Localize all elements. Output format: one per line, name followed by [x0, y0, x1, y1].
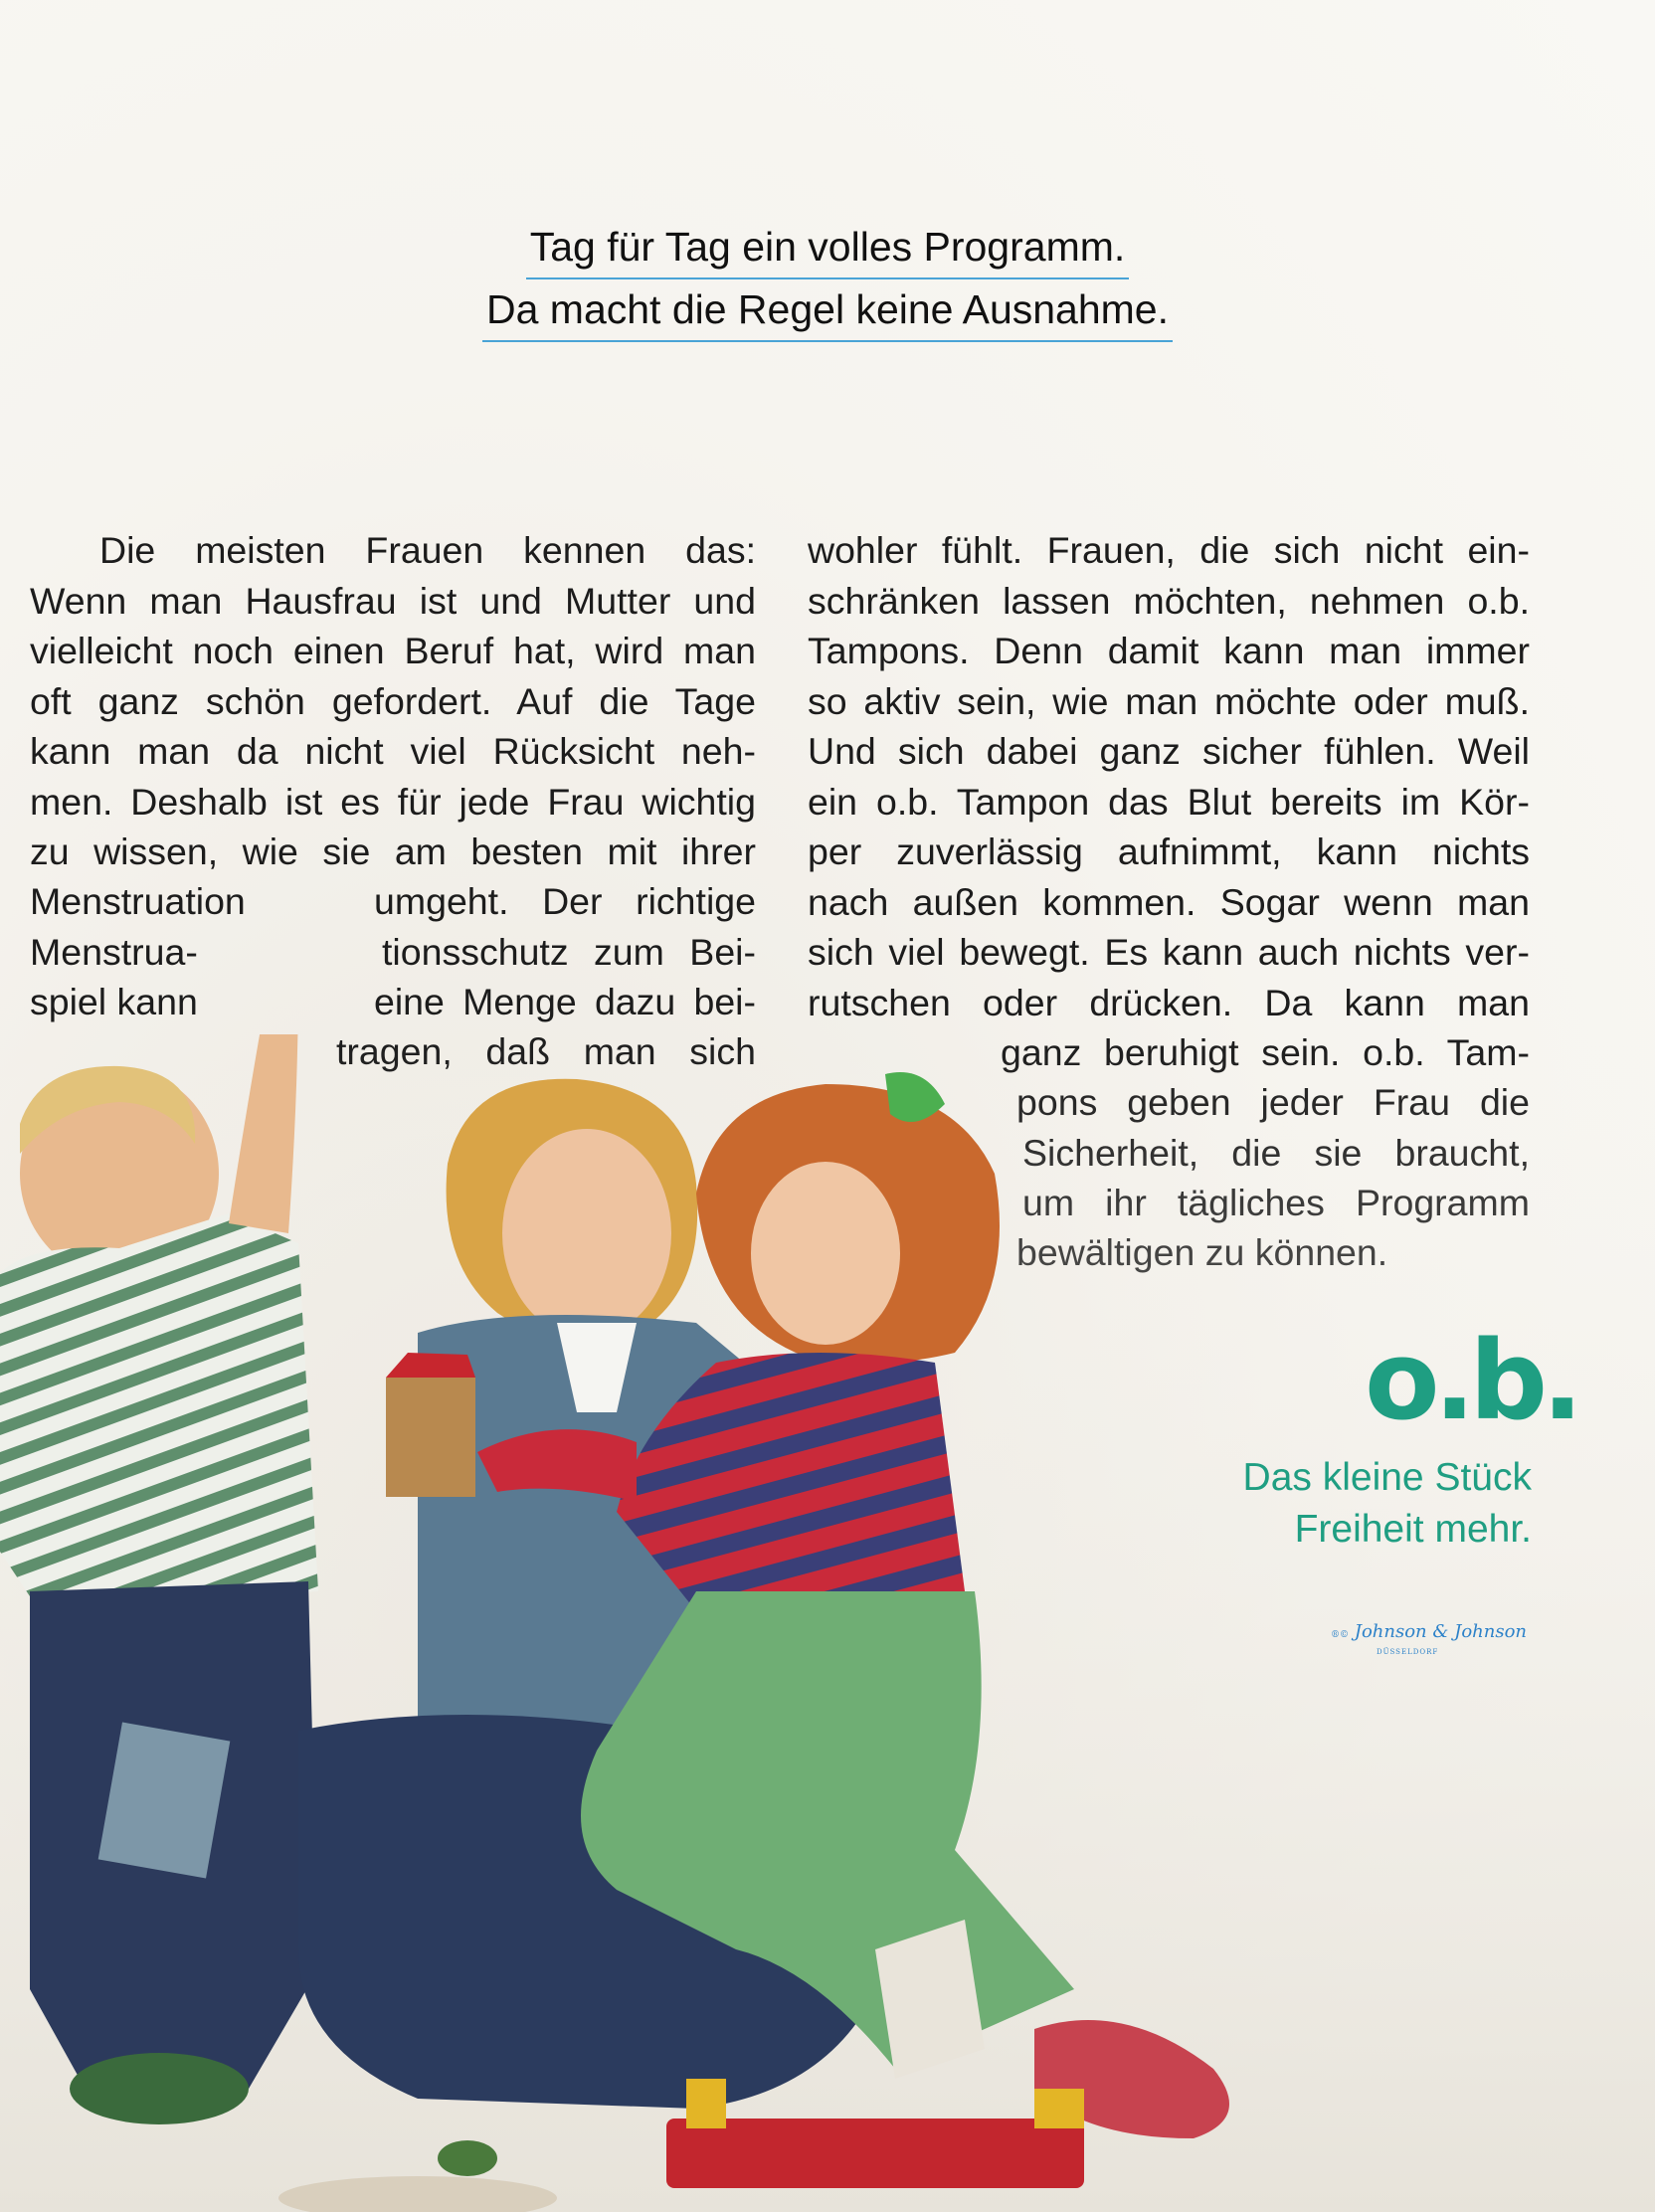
jj-city: DÜSSELDORF	[1377, 1648, 1439, 1656]
body-line: Menstrua-	[30, 931, 198, 973]
brand-tagline	[1243, 1452, 1532, 1556]
tagline-line-2: Freiheit mehr.	[1294, 1508, 1532, 1551]
jj-prefix: ®©	[1331, 1630, 1349, 1640]
body-line: rutschen oder drücken. Da kann man	[808, 981, 1530, 1023]
body-line: tionsschutz zum Bei-	[382, 931, 756, 973]
body-line: Die meisten Frauen kennen das:	[99, 529, 756, 571]
body-line: Menstruation	[30, 880, 246, 922]
body-line: schränken lassen möchten, nehmen o.b.	[808, 579, 1530, 622]
body-line: Wenn man Hausfrau ist und Mutter und	[30, 579, 756, 622]
jj-name: Johnson & Johnson	[1354, 1621, 1528, 1642]
body-line: umgeht. Der richtige	[374, 880, 756, 922]
body-line: spiel kann	[30, 981, 198, 1022]
tagline-line-1: Das kleine Stück	[1242, 1456, 1532, 1499]
body-line: vielleicht noch einen Beruf hat, wird man	[30, 630, 756, 671]
body-line: Tampons. Denn damit kann man immer	[808, 630, 1530, 671]
boy-figure	[0, 1034, 332, 2124]
body-line: so aktiv sein, wie man möchte oder muß.	[808, 679, 1530, 722]
headline-line-2: Da macht die Regel keine Ausnahme.	[482, 279, 1173, 342]
body-line: men. Deshalb ist es für jede Frau wichtig	[30, 780, 756, 823]
body-line: wohler fühlt. Frauen, die sich nicht ein-	[808, 529, 1530, 571]
body-line: per zuverlässig aufnimmt, kann nichts	[808, 830, 1530, 872]
body-line: oft ganz schön gefordert. Auf die Tage	[30, 679, 756, 722]
body-line: nach außen kommen. Sogar wenn man	[808, 880, 1530, 923]
body-column-left	[30, 525, 756, 877]
body-line: zu wissen, wie sie am besten mit ihrer	[30, 830, 756, 872]
headline	[0, 217, 1655, 342]
ob-logo: o.b.	[1365, 1317, 1577, 1444]
body-line: Und sich dabei ganz sicher fühlen. Weil	[808, 730, 1530, 772]
body-line: eine Menge dazu bei-	[374, 981, 756, 1022]
johnson-and-johnson-logo	[1331, 1621, 1540, 1656]
body-line: sich viel bewegt. Es kann auch nichts ver-	[808, 931, 1530, 973]
body-line: kann man da nicht viel Rücksicht neh-	[30, 730, 756, 772]
headline-line-1: Tag für Tag ein volles Programm.	[526, 217, 1130, 279]
body-column-right	[808, 525, 1530, 1027]
body-line: ein o.b. Tampon das Blut bereits im Kör-	[808, 780, 1530, 823]
